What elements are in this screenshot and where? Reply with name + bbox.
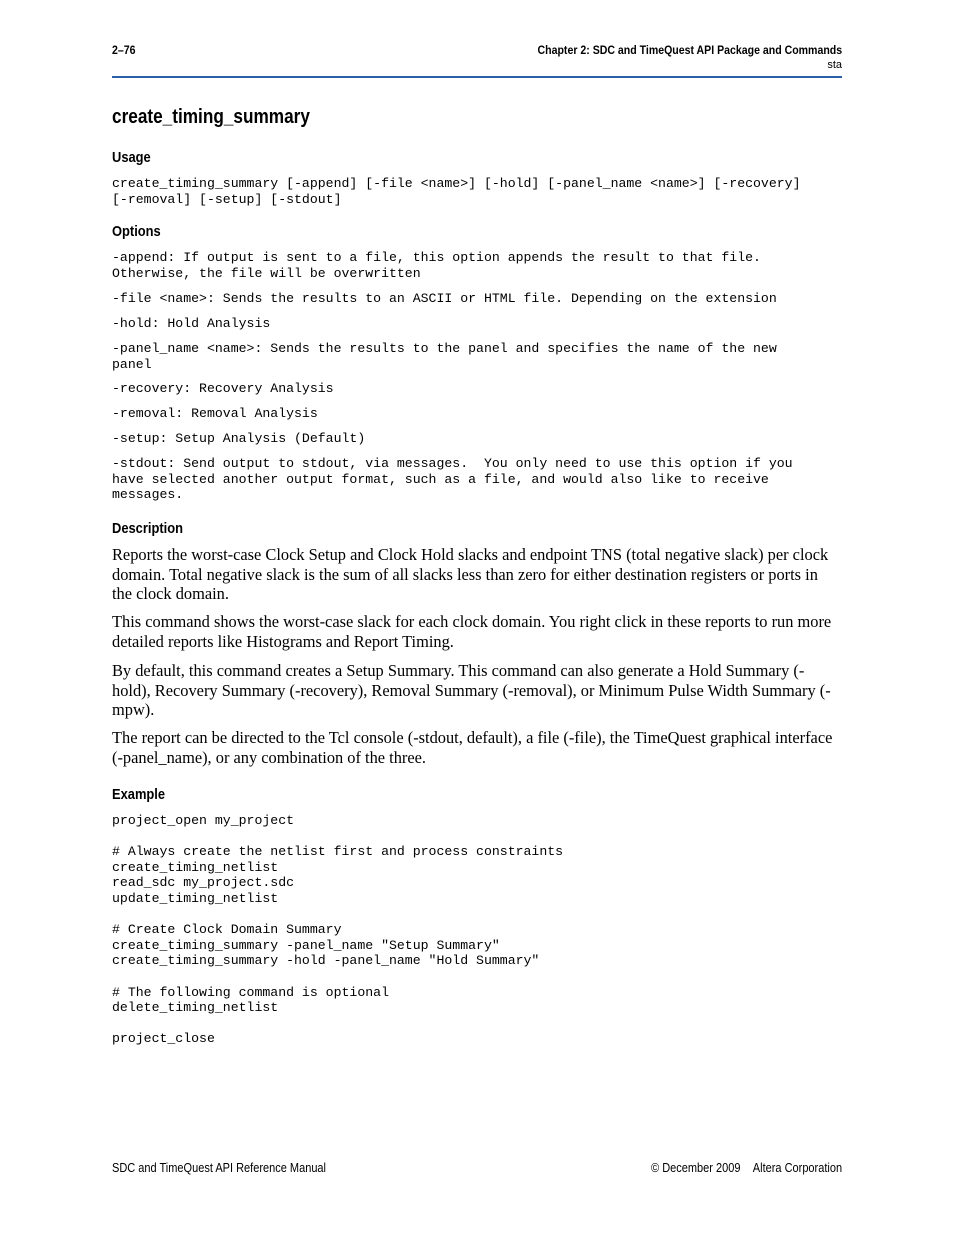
- option-recovery: -recovery: Recovery Analysis: [112, 381, 334, 396]
- option-removal: -removal: Removal Analysis: [112, 406, 318, 421]
- footer-date: © December 2009: [650, 1161, 741, 1175]
- footer-company: Altera Corporation: [752, 1161, 842, 1175]
- option-panel-name: -panel_name <name>: Sends the results to the panel and specifies the name of the new panel: [112, 341, 777, 372]
- chapter-subtitle: sta: [827, 59, 842, 71]
- options-heading: Options: [112, 223, 161, 240]
- option-stdout: -stdout: Send output to stdout, via messages. You only need to use this option if you have selected another output format, such as a file, and would also like to receive messages.: [112, 456, 793, 503]
- option-hold: -hold: Hold Analysis: [112, 316, 271, 331]
- usage-heading: Usage: [112, 149, 151, 166]
- footer-right: [651, 1161, 842, 1175]
- description-paragraph: Reports the worst-case Clock Setup and Clock Hold slacks and endpoint TNS (total negative slack) per clock domain. Total negative slack is the sum of all slacks less than zero for either destination registers or ports in the clock domain.: [112, 545, 829, 604]
- page-title: create_timing_summary: [112, 106, 310, 128]
- usage-code: create_timing_summary [-append] [-file <name>] [-hold] [-panel_name <name>] [-recovery] [-removal] [-setup] [-stdout]: [112, 176, 801, 207]
- page-number: 2–76: [112, 43, 136, 57]
- header-rule: [112, 76, 842, 78]
- description-paragraph: This command shows the worst-case slack for each clock domain. You right click in these reports to run more detailed reports like Histograms and Report Timing.: [112, 612, 832, 651]
- option-append: -append: If output is sent to a file, this option appends the result to that file. Otherwise, the file will be overwritten: [112, 250, 761, 281]
- description-paragraph: The report can be directed to the Tcl console (-stdout, default), a file (-file), the TimeQuest graphical interface (-panel_name), or any combination of the three.: [112, 728, 833, 767]
- description-heading: Description: [112, 520, 183, 537]
- option-setup: -setup: Setup Analysis (Default): [112, 431, 366, 446]
- chapter-title: Chapter 2: SDC and TimeQuest API Package and Commands: [537, 43, 842, 57]
- example-code: project_open my_project # Always create the netlist first and process constraints create_timing_netlist read_sdc my_project.sdc update_timing_netlist # Create Clock Domain Summary create_timing_summary -panel_name "Setup Summary" create_timing_summary -hold -panel_name "Hold Summary" # The following command is optional delete_timing_netlist project_close: [112, 813, 564, 1047]
- option-file: -file <name>: Sends the results to an ASCII or HTML file. Depending on the extension: [112, 291, 777, 306]
- footer-manual-title: SDC and TimeQuest API Reference Manual: [112, 1161, 327, 1175]
- example-heading: Example: [112, 786, 166, 803]
- description-paragraph: By default, this command creates a Setup Summary. This command can also generate a Hold Summary (-hold), Recovery Summary (-recovery), Removal Summary (-removal), or Minimum Pulse Width Summary (-mpw).: [112, 661, 831, 720]
